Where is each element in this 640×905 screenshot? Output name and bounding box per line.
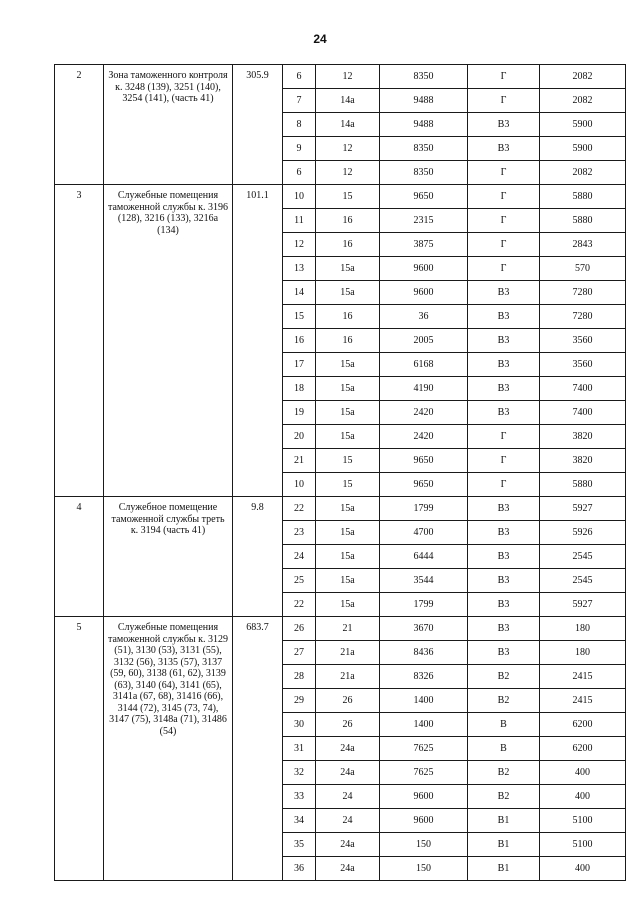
zone-code-cell: 15a <box>316 497 380 521</box>
zone-code-cell: 15a <box>316 401 380 425</box>
x-coordinate-cell: 2315 <box>380 209 468 233</box>
point-number-cell: 13 <box>283 257 316 281</box>
zone-code-cell: 12 <box>316 65 380 89</box>
zone-code-cell: 16 <box>316 209 380 233</box>
point-number-cell: 20 <box>283 425 316 449</box>
boundary-type-cell: В3 <box>468 113 540 137</box>
y-coordinate-cell: 5880 <box>540 473 626 497</box>
boundary-type-cell: Г <box>468 425 540 449</box>
y-coordinate-cell: 6200 <box>540 713 626 737</box>
point-number-cell: 7 <box>283 89 316 113</box>
x-coordinate-cell: 3875 <box>380 233 468 257</box>
boundary-type-cell: В1 <box>468 857 540 881</box>
zone-code-cell: 15a <box>316 545 380 569</box>
boundary-type-cell: В3 <box>468 305 540 329</box>
zone-code-cell: 24a <box>316 857 380 881</box>
x-coordinate-cell: 8436 <box>380 641 468 665</box>
point-number-cell: 29 <box>283 689 316 713</box>
point-number-cell: 16 <box>283 329 316 353</box>
point-number-cell: 14 <box>283 281 316 305</box>
x-coordinate-cell: 2005 <box>380 329 468 353</box>
point-number-cell: 25 <box>283 569 316 593</box>
point-number-cell: 10 <box>283 185 316 209</box>
page-number: 24 <box>313 32 327 46</box>
point-number-cell: 24 <box>283 545 316 569</box>
point-number-cell: 8 <box>283 113 316 137</box>
y-coordinate-cell: 400 <box>540 761 626 785</box>
boundary-type-cell: Г <box>468 233 540 257</box>
y-coordinate-cell: 5100 <box>540 833 626 857</box>
x-coordinate-cell: 9488 <box>380 113 468 137</box>
zone-code-cell: 12 <box>316 137 380 161</box>
boundary-type-cell: В2 <box>468 785 540 809</box>
boundary-type-cell: В3 <box>468 569 540 593</box>
zone-code-cell: 15a <box>316 281 380 305</box>
y-coordinate-cell: 2415 <box>540 689 626 713</box>
y-coordinate-cell: 2843 <box>540 233 626 257</box>
zone-code-cell: 16 <box>316 305 380 329</box>
point-number-cell: 27 <box>283 641 316 665</box>
zone-code-cell: 15a <box>316 257 380 281</box>
point-number-cell: 11 <box>283 209 316 233</box>
point-number-cell: 36 <box>283 857 316 881</box>
point-number-cell: 10 <box>283 473 316 497</box>
x-coordinate-cell: 4190 <box>380 377 468 401</box>
x-coordinate-cell: 6444 <box>380 545 468 569</box>
zone-code-cell: 24 <box>316 785 380 809</box>
boundary-type-cell: В3 <box>468 281 540 305</box>
x-coordinate-cell: 8350 <box>380 137 468 161</box>
y-coordinate-cell: 5900 <box>540 113 626 137</box>
zone-code-cell: 15a <box>316 353 380 377</box>
point-number-cell: 18 <box>283 377 316 401</box>
x-coordinate-cell: 36 <box>380 305 468 329</box>
y-coordinate-cell: 400 <box>540 785 626 809</box>
boundary-type-cell: В2 <box>468 761 540 785</box>
x-coordinate-cell: 9650 <box>380 449 468 473</box>
boundary-type-cell: Г <box>468 65 540 89</box>
y-coordinate-cell: 5927 <box>540 497 626 521</box>
y-coordinate-cell: 2545 <box>540 569 626 593</box>
zone-code-cell: 24a <box>316 761 380 785</box>
zone-name-cell: Зона таможенного контроля к. 3248 (139), 3251 (140), 3254 (141), (часть 41) <box>104 65 233 185</box>
point-number-cell: 33 <box>283 785 316 809</box>
x-coordinate-cell: 9600 <box>380 785 468 809</box>
boundary-type-cell: В3 <box>468 401 540 425</box>
boundary-type-cell: Г <box>468 473 540 497</box>
x-coordinate-cell: 1799 <box>380 497 468 521</box>
y-coordinate-cell: 5926 <box>540 521 626 545</box>
x-coordinate-cell: 8350 <box>380 65 468 89</box>
point-number-cell: 26 <box>283 617 316 641</box>
boundary-type-cell: Г <box>468 257 540 281</box>
boundary-type-cell: В3 <box>468 377 540 401</box>
y-coordinate-cell: 2082 <box>540 89 626 113</box>
point-number-cell: 9 <box>283 137 316 161</box>
boundary-type-cell: В1 <box>468 833 540 857</box>
zone-code-cell: 15a <box>316 569 380 593</box>
y-coordinate-cell: 2415 <box>540 665 626 689</box>
boundary-type-cell: В3 <box>468 137 540 161</box>
y-coordinate-cell: 6200 <box>540 737 626 761</box>
x-coordinate-cell: 7625 <box>380 737 468 761</box>
x-coordinate-cell: 150 <box>380 833 468 857</box>
zone-name-cell: Служебные помещения таможенной службы к. 3129 (51), 3130 (53), 3131 (55), 3132 (56), 3135 (57), 3137 (59, 60), 3138 (61, 62), 3139 (63), 3140 (64), 3141 (65), 3141а (67, 68), 31416 (66), 3144 (72), 3145 (73, 74), 3147 (75), 3148а (71), 31486 (54) <box>104 617 233 881</box>
boundary-type-cell: В <box>468 737 540 761</box>
y-coordinate-cell: 180 <box>540 641 626 665</box>
point-number-cell: 6 <box>283 161 316 185</box>
boundary-type-cell: В3 <box>468 521 540 545</box>
boundary-type-cell: В3 <box>468 545 540 569</box>
point-number-cell: 35 <box>283 833 316 857</box>
boundary-type-cell: В3 <box>468 329 540 353</box>
zone-code-cell: 21a <box>316 641 380 665</box>
y-coordinate-cell: 400 <box>540 857 626 881</box>
x-coordinate-cell: 6168 <box>380 353 468 377</box>
point-number-cell: 12 <box>283 233 316 257</box>
point-number-cell: 15 <box>283 305 316 329</box>
boundary-type-cell: Г <box>468 209 540 233</box>
zones-table-body <box>55 65 626 881</box>
x-coordinate-cell: 9600 <box>380 257 468 281</box>
point-number-cell: 23 <box>283 521 316 545</box>
zone-code-cell: 21a <box>316 665 380 689</box>
zone-code-cell: 15 <box>316 473 380 497</box>
zone-name-cell: Служебное помещение таможенной службы треть к. 3194 (часть 41) <box>104 497 233 617</box>
point-number-cell: 22 <box>283 497 316 521</box>
x-coordinate-cell: 3544 <box>380 569 468 593</box>
zone-code-cell: 15 <box>316 185 380 209</box>
zone-code-cell: 21 <box>316 617 380 641</box>
point-number-cell: 6 <box>283 65 316 89</box>
x-coordinate-cell: 3670 <box>380 617 468 641</box>
y-coordinate-cell: 5880 <box>540 185 626 209</box>
zone-code-cell: 26 <box>316 713 380 737</box>
boundary-type-cell: Г <box>468 161 540 185</box>
boundary-type-cell: В1 <box>468 809 540 833</box>
zone-code-cell: 24 <box>316 809 380 833</box>
zone-code-cell: 15 <box>316 449 380 473</box>
table-row <box>55 497 626 521</box>
table-row <box>55 617 626 641</box>
zone-code-cell: 15a <box>316 425 380 449</box>
boundary-type-cell: Г <box>468 449 540 473</box>
x-coordinate-cell: 9650 <box>380 473 468 497</box>
x-coordinate-cell: 1799 <box>380 593 468 617</box>
point-number-cell: 30 <box>283 713 316 737</box>
boundary-type-cell: В3 <box>468 497 540 521</box>
boundary-type-cell: В <box>468 713 540 737</box>
y-coordinate-cell: 7280 <box>540 305 626 329</box>
x-coordinate-cell: 2420 <box>380 425 468 449</box>
y-coordinate-cell: 2082 <box>540 65 626 89</box>
y-coordinate-cell: 5880 <box>540 209 626 233</box>
x-coordinate-cell: 2420 <box>380 401 468 425</box>
zone-area-cell: 305.9 <box>233 65 283 185</box>
zone-code-cell: 15a <box>316 377 380 401</box>
y-coordinate-cell: 5100 <box>540 809 626 833</box>
zone-area-cell: 683.7 <box>233 617 283 881</box>
zone-code-cell: 26 <box>316 689 380 713</box>
point-number-cell: 34 <box>283 809 316 833</box>
zone-code-cell: 24a <box>316 833 380 857</box>
zone-number-cell: 2 <box>55 65 104 185</box>
y-coordinate-cell: 5927 <box>540 593 626 617</box>
boundary-type-cell: В3 <box>468 641 540 665</box>
zone-code-cell: 14a <box>316 89 380 113</box>
x-coordinate-cell: 9600 <box>380 809 468 833</box>
y-coordinate-cell: 180 <box>540 617 626 641</box>
boundary-type-cell: В3 <box>468 593 540 617</box>
zone-code-cell: 12 <box>316 161 380 185</box>
y-coordinate-cell: 5900 <box>540 137 626 161</box>
zone-number-cell: 5 <box>55 617 104 881</box>
boundary-type-cell: В2 <box>468 665 540 689</box>
y-coordinate-cell: 2082 <box>540 161 626 185</box>
point-number-cell: 17 <box>283 353 316 377</box>
zone-code-cell: 15a <box>316 521 380 545</box>
boundary-type-cell: Г <box>468 89 540 113</box>
boundary-type-cell: В2 <box>468 689 540 713</box>
y-coordinate-cell: 2545 <box>540 545 626 569</box>
boundary-type-cell: В3 <box>468 353 540 377</box>
y-coordinate-cell: 3820 <box>540 425 626 449</box>
point-number-cell: 32 <box>283 761 316 785</box>
x-coordinate-cell: 7625 <box>380 761 468 785</box>
zone-code-cell: 16 <box>316 233 380 257</box>
x-coordinate-cell: 1400 <box>380 713 468 737</box>
zone-code-cell: 16 <box>316 329 380 353</box>
x-coordinate-cell: 9600 <box>380 281 468 305</box>
x-coordinate-cell: 8326 <box>380 665 468 689</box>
zone-area-cell: 101.1 <box>233 185 283 497</box>
point-number-cell: 28 <box>283 665 316 689</box>
table-row <box>55 185 626 209</box>
zone-name-cell: Служебные помещения таможенной службы к. 3196 (128), 3216 (133), 3216а (134) <box>104 185 233 497</box>
x-coordinate-cell: 150 <box>380 857 468 881</box>
zones-table <box>54 64 626 881</box>
point-number-cell: 31 <box>283 737 316 761</box>
point-number-cell: 21 <box>283 449 316 473</box>
x-coordinate-cell: 9650 <box>380 185 468 209</box>
table-row <box>55 65 626 89</box>
y-coordinate-cell: 7400 <box>540 401 626 425</box>
zone-number-cell: 3 <box>55 185 104 497</box>
y-coordinate-cell: 7400 <box>540 377 626 401</box>
zone-area-cell: 9.8 <box>233 497 283 617</box>
y-coordinate-cell: 3560 <box>540 353 626 377</box>
x-coordinate-cell: 8350 <box>380 161 468 185</box>
y-coordinate-cell: 570 <box>540 257 626 281</box>
y-coordinate-cell: 3560 <box>540 329 626 353</box>
y-coordinate-cell: 7280 <box>540 281 626 305</box>
zone-code-cell: 14a <box>316 113 380 137</box>
zone-number-cell: 4 <box>55 497 104 617</box>
point-number-cell: 19 <box>283 401 316 425</box>
point-number-cell: 22 <box>283 593 316 617</box>
boundary-type-cell: В3 <box>468 617 540 641</box>
x-coordinate-cell: 1400 <box>380 689 468 713</box>
boundary-type-cell: Г <box>468 185 540 209</box>
x-coordinate-cell: 4700 <box>380 521 468 545</box>
zone-code-cell: 15a <box>316 593 380 617</box>
y-coordinate-cell: 3820 <box>540 449 626 473</box>
zone-code-cell: 24a <box>316 737 380 761</box>
x-coordinate-cell: 9488 <box>380 89 468 113</box>
